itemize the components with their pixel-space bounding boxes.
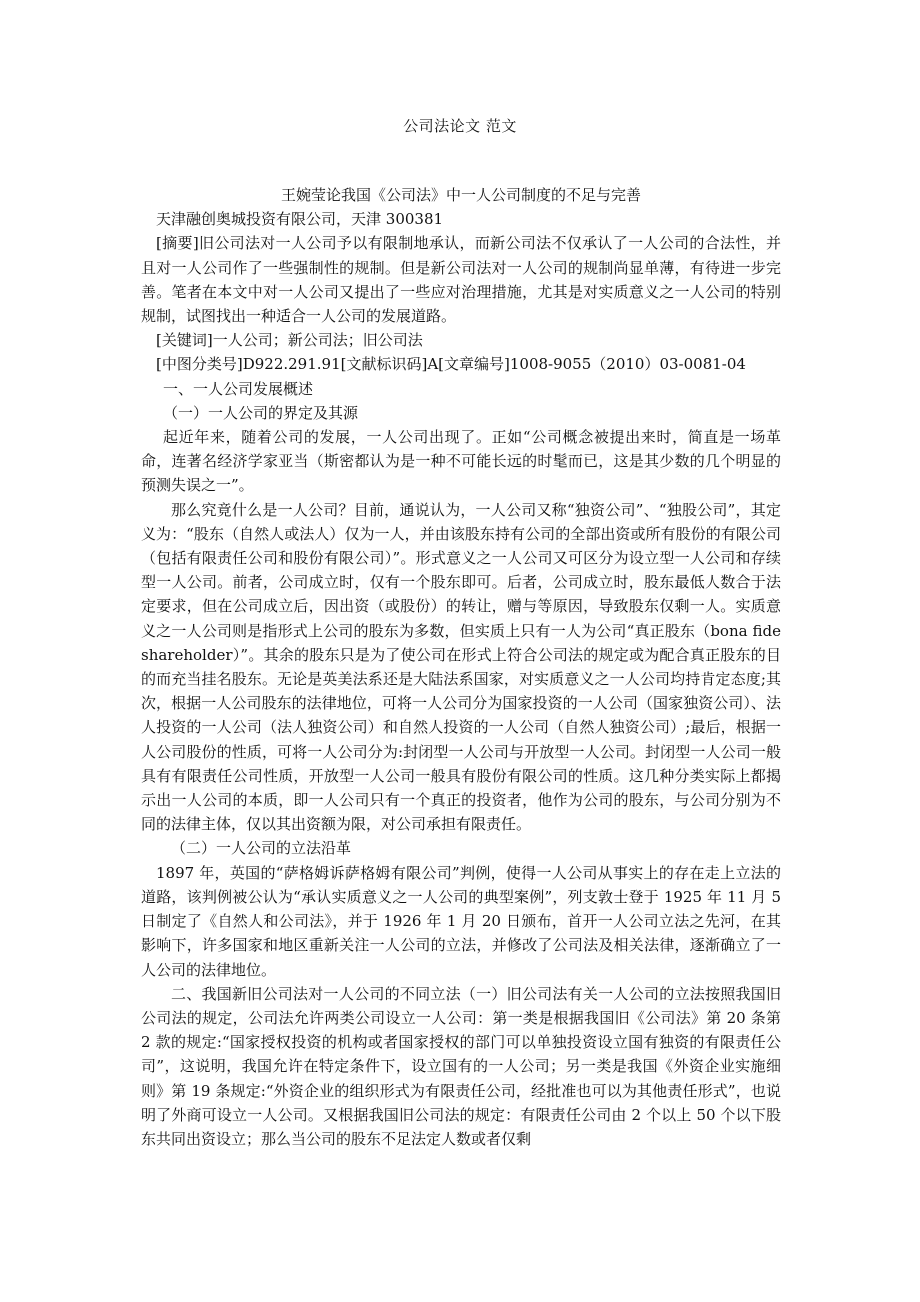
subsection-heading-2: （二）一人公司的立法沿革 [171,839,352,858]
subsection-heading-1: （一）一人公司的界定及其源 [163,403,359,422]
body-paragraph-2: 那么究竟什么是一人公司？目前，通说认为，一人公司又称“独资公司”、“独股公司”，其定义为：“股东（自然人或法人）仅为一人，并由该股东持有公司的全部出资或所有股份的有限公司（包括有限责任公司和股份有限公司）”。形式意义之一人公司又可区分为设立型一人公司和存续型一人公司。前者，公司成立时，仅有一个股东即可。后者，公司成立时，股东最低人数合于法定要求，但在公司成立后，因出资（或股份）的转让，赠与等原因，导致股东仅剩一人。实质意义之一人公司则是指形式上公司的股东为多数，但实质上只有一人为公司“真正股东（bona fide shareholder）”。其余的股东只是为了使公司在形式上符合公司法的规定或为配合真正股东的目的而充当挂名股东。无论是英美法系还是大陆法系国家，对实质意义之一人公司均持肯定态度;其次，根据一人公司股东的法律地位，可将一人公司分为国家投资的一人公司（国家独资公司）、法人投资的一人公司（法人独资公司）和自然人投资的一人公司（自然人独资公司）;最后，根据一人公司股份的性质，可将一人公司分为:封闭型一人公司与开放型一人公司。封闭型一人公司一般具有有限责任公司性质，开放型一人公司一般具有股份有限公司的性质。这几种分类实际上都揭示出一人公司的本质，即一人公司只有一个真正的投资者，他作为公司的股东，与公司分别为不同的法律主体，仅以其出资额为限，对公司承担有限责任。 [141,500,781,834]
body-paragraph-4: 二、我国新旧公司法对一人公司的不同立法（一）旧公司法有关一人公司的立法按照我国旧公司法的规定，公司法允许两类公司设立一人公司：第一类是根据我国旧《公司法》第 20 条第 2 款的规定:“国家授权投资的机构或者国家授权的部门可以单独投资设立国有独资的有限责任公司”，这说明，我国允许在特定条件下，设立国有的一人公司；另一类是我国《外资企业实施细则》第 19 条规定:“外资企业的组织形式为有限责任公司，经批准也可以为其他责任形式”，也说明了外商可设立一人公司。又根据我国旧公司法的规定：有限责任公司由 2 个以上 50 个以下股东共同出资设立；那么当公司的股东不足法定人数或者仅剩 [141,984,781,1148]
keywords-line: [关键词]一人公司；新公司法；旧公司法 [156,331,423,350]
classification-line: [中图分类号]D922.291.91[文献标识码]A[文章编号]1008-9055（2010）03-0081-04 [156,355,746,374]
body-paragraph-3: 1897 年，英国的“萨格姆诉萨格姆有限公司”判例，使得一人公司从事实上的存在走上立法的道路，该判例被公认为“承认实质意义之一人公司的典型案例”，列支敦士登于 1925 年 11 月 5 日制定了《自然人和公司法》，并于 1926 年 1 月 20 日颁布，首开一人公司立法之先河，在其影响下，许多国家和地区重新关注一人公司的立法，并修改了公司法及相关法律，逐渐确立了一人公司的法律地位。 [141,863,781,979]
document-title: 公司法论文 范文 [403,117,517,135]
section-heading-1: 一、一人公司发展概述 [163,379,314,398]
author-affiliation: 天津融创奥城投资有限公司，天津 300381 [156,210,444,229]
body-paragraph-1: 起近年来，随着公司的发展，一人公司出现了。正如“公司概念被提出来时，简直是一场革命，连著名经济学家亚当（斯密都认为是一种不可能长远的时髦而已，这是其少数的几个明显的预测失误之一”。 [141,428,781,495]
document-body [141,183,781,1151]
article-title: 王婉莹论我国《公司法》中一人公司制度的不足与完善 [280,186,641,204]
abstract-paragraph: [摘要]旧公司法对一人公司予以有限制地承认，而新公司法不仅承认了一人公司的合法性，并且对一人公司作了一些强制性的规制。但是新公司法对一人公司的规制尚显单薄，有待进一步完善。笔者在本文中对一人公司又提出了一些应对治理措施，尤其是对实质意义之一人公司的特别规制，试图找出一种适合一人公司的发展道路。 [141,234,781,326]
